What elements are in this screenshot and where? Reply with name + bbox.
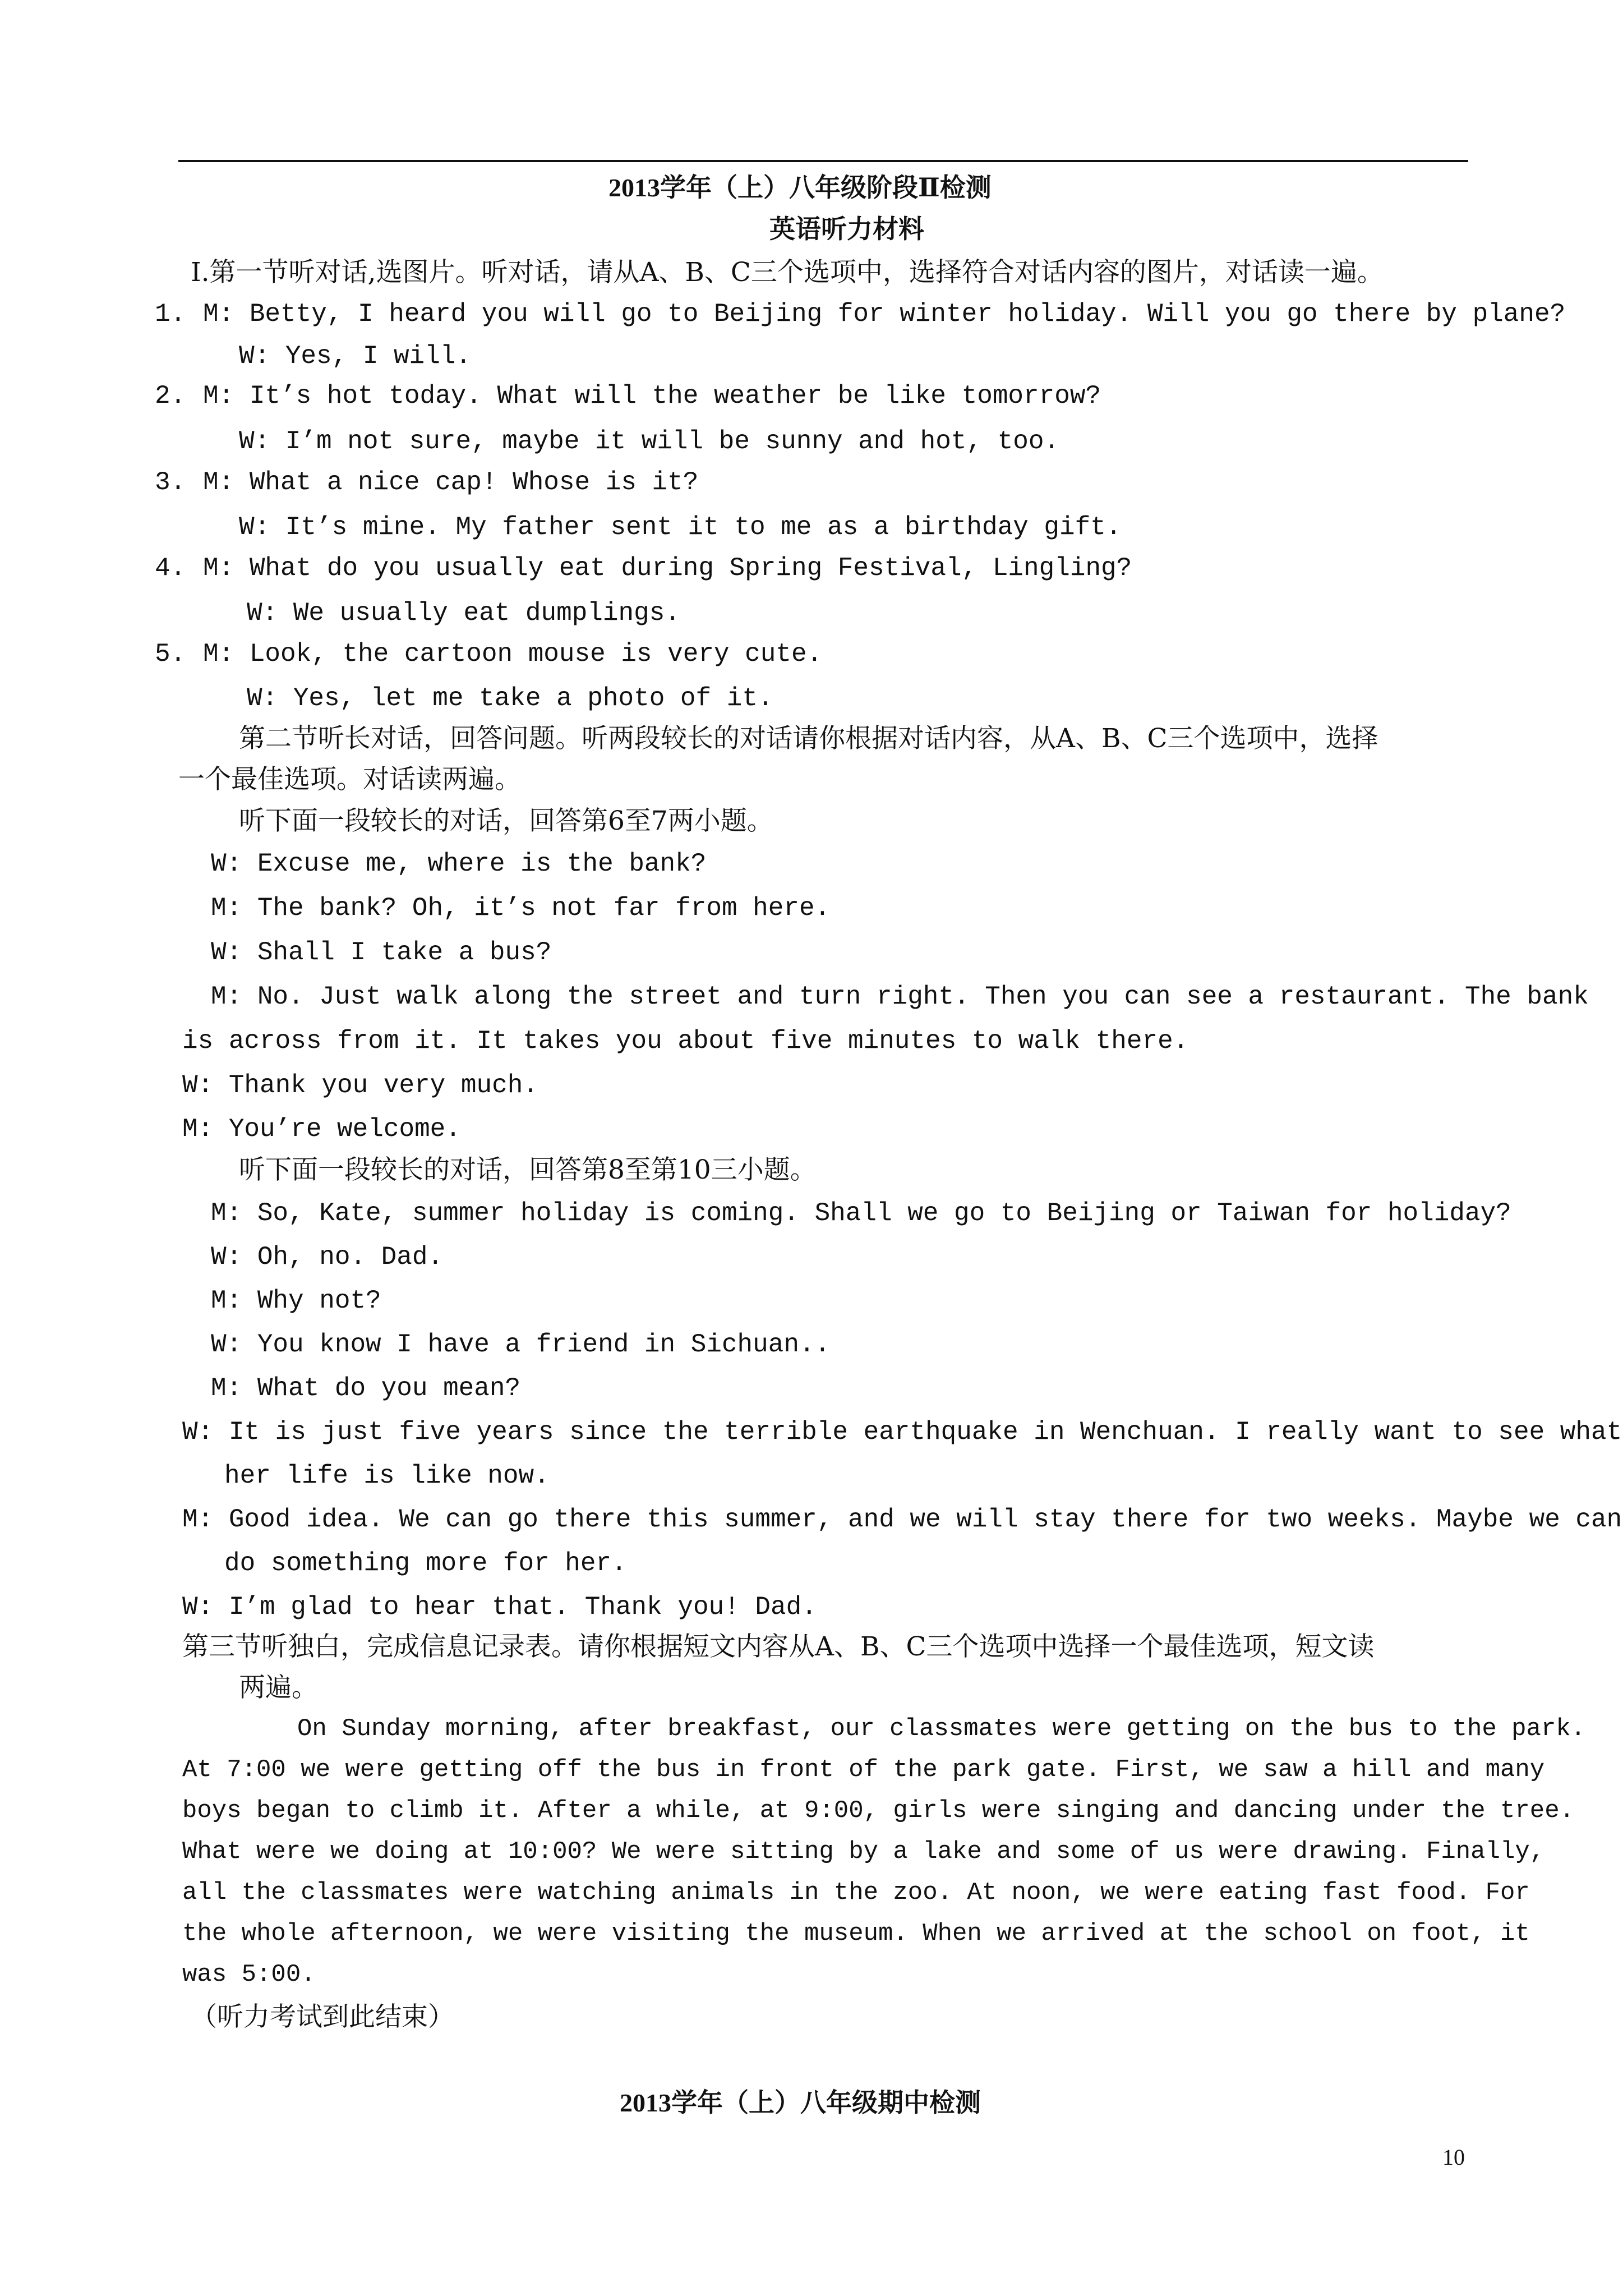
- dialog-line: M: Betty, I heard you will go to Beijing for winter holiday. Will you go there by plane?: [203, 300, 1566, 329]
- dialog-line: W: Yes, let me take a photo of it.: [247, 684, 773, 713]
- section3-instruction: 第三节听独白，完成信息记录表。请你根据短文内容从A、B、C三个选项中选择一个最佳选项，短文读: [182, 1631, 1375, 1662]
- dialog-line: M: It’s hot today. What will the weather be like tomorrow?: [203, 381, 1101, 411]
- item-number: 1.: [155, 300, 186, 329]
- section1-instruction: Ⅰ.第一节听对话,选图片。听对话，请从A、B、C三个选项中，选择符合对话内容的图片，对话读一遍。: [191, 257, 1384, 288]
- page-number: 10: [1442, 2145, 1465, 2170]
- dialog-line: M: What do you mean?: [211, 1374, 521, 1403]
- item-number: 3.: [155, 468, 186, 497]
- dialog2-intro: 听下面一段较长的对话，回答第8至第10三小题。: [239, 1154, 817, 1185]
- passage-line: the whole afternoon, we were visiting the museum. When we arrived at the school on foot, it: [182, 1920, 1530, 1948]
- dialog-line: W: We usually eat dumplings.: [247, 599, 680, 628]
- dialog-line: W: I’m glad to hear that. Thank you! Dad.: [182, 1593, 817, 1622]
- dialog-line: W: Shall I take a bus?: [211, 938, 552, 967]
- dialog-line: her life is like now.: [224, 1461, 550, 1490]
- passage-line: was 5:00.: [182, 1961, 316, 1989]
- dialog-line: W: You know I have a friend in Sichuan..: [211, 1330, 831, 1359]
- dialog-line: W: Thank you very much.: [182, 1071, 538, 1100]
- passage-line: boys began to climb it. After a while, at 9:00, girls were singing and dancing under the tree.: [182, 1797, 1575, 1825]
- dialog-line: M: No. Just walk along the street and turn right. Then you can see a restaurant. The bank: [211, 982, 1589, 1011]
- dialog-line: M: The bank? Oh, it’s not far from here.: [211, 894, 831, 923]
- section2-instruction: 第二节听长对话，回答问题。听两段较长的对话请你根据对话内容，从A、B、C三个选项中，选择: [239, 723, 1378, 754]
- passage-line: On Sunday morning, after breakfast, our classmates were getting on the bus to the park.: [297, 1715, 1586, 1743]
- end-note: （听力考试到此结束）: [191, 2001, 454, 2032]
- dialog-line: do something more for her.: [224, 1549, 627, 1578]
- passage-line: all the classmates were watching animals in the zoo. At noon, we were eating fast food. For: [182, 1879, 1530, 1907]
- section2-instruction-cont: 一个最佳选项。对话读两遍。: [178, 764, 521, 795]
- passage-line: At 7:00 we were getting off the bus in front of the park gate. First, we saw a hill and many: [182, 1756, 1545, 1784]
- next-section-title: 2013学年（上）八年级期中检测: [620, 2088, 981, 2117]
- item-number: 2.: [155, 381, 186, 411]
- dialog-line: W: Oh, no. Dad.: [211, 1243, 444, 1272]
- dialog-line: M: What do you usually eat during Spring Festival, Lingling?: [203, 554, 1132, 583]
- dialog-line: W: It’s mine. My father sent it to me as a birthday gift.: [239, 513, 1122, 542]
- dialog-line: W: Excuse me, where is the bank?: [211, 849, 707, 878]
- dialog-line: W: I’m not sure, maybe it will be sunny and hot, too.: [239, 427, 1060, 456]
- top-rule: [178, 160, 1468, 162]
- item-number: 5.: [155, 639, 186, 669]
- dialog-line: M: Good idea. We can go there this summer, and we will stay there for two weeks. Maybe we can: [182, 1505, 1622, 1534]
- passage-line: What were we doing at 10:00? We were sitting by a lake and some of us were drawing. Finally,: [182, 1838, 1545, 1866]
- dialog-line: M: What a nice cap! Whose is it?: [203, 468, 699, 497]
- section3-instruction-cont: 两遍。: [239, 1672, 318, 1703]
- page-subtitle: 英语听力材料: [769, 215, 924, 243]
- item-number: 4.: [155, 554, 186, 583]
- page-title: 2013学年（上）八年级阶段Ⅱ检测: [608, 173, 992, 202]
- dialog-line: M: Look, the cartoon mouse is very cute.: [203, 639, 823, 669]
- dialog1-intro: 听下面一段较长的对话，回答第6至7两小题。: [239, 806, 773, 836]
- dialog-line: M: So, Kate, summer holiday is coming. Shall we go to Beijing or Taiwan for holiday?: [211, 1199, 1511, 1228]
- dialog-line: W: It is just five years since the terrible earthquake in Wenchuan. I really want to see what: [182, 1418, 1622, 1447]
- dialog-line: M: Why not?: [211, 1286, 381, 1315]
- dialog-line: M: You’re welcome.: [182, 1115, 461, 1144]
- dialog-line: W: Yes, I will.: [239, 342, 472, 371]
- dialog-line: is across from it. It takes you about five minutes to walk there.: [182, 1027, 1189, 1056]
